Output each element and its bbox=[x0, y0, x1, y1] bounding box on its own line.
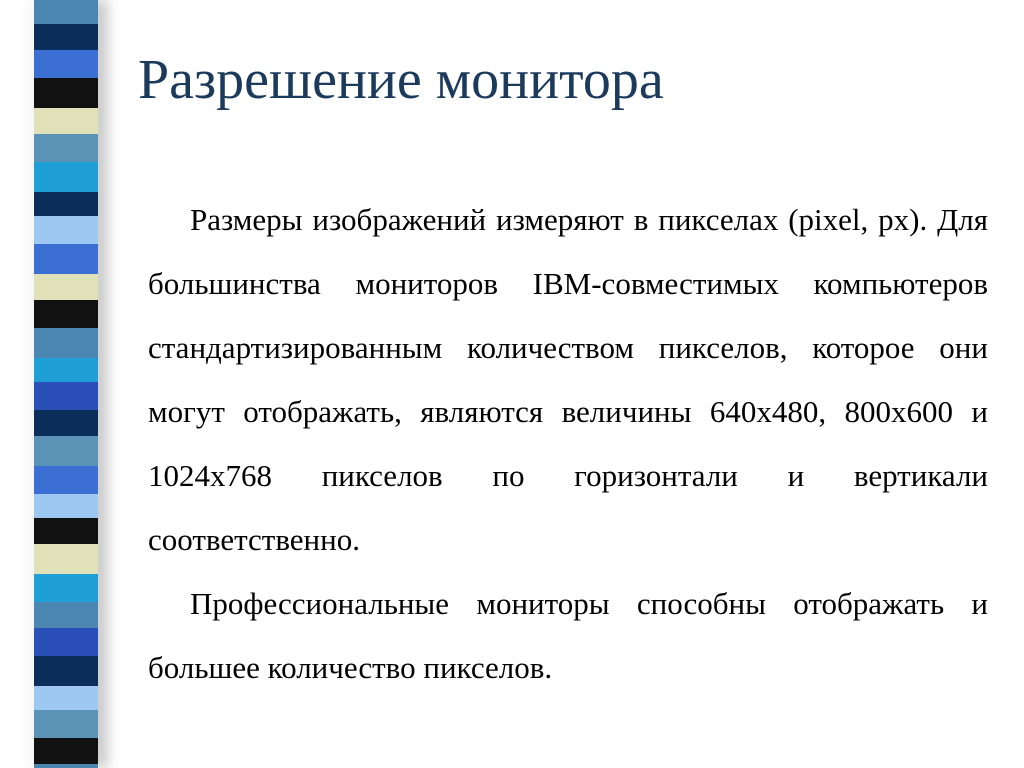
stripe-band bbox=[34, 216, 98, 245]
stripe-band bbox=[34, 738, 98, 765]
stripe-band bbox=[34, 686, 98, 711]
stripe-band bbox=[34, 50, 98, 79]
stripe-band bbox=[34, 436, 98, 467]
stripe-band bbox=[34, 602, 98, 629]
stripe-band bbox=[34, 162, 98, 193]
slide-body bbox=[148, 188, 988, 700]
stripe-band bbox=[34, 466, 98, 495]
stripe-band bbox=[34, 24, 98, 51]
stripe-band bbox=[34, 108, 98, 135]
stripe-band bbox=[34, 544, 98, 575]
stripe-band bbox=[34, 134, 98, 163]
stripe-band bbox=[34, 574, 98, 603]
stripe-band bbox=[34, 78, 98, 109]
stripe-band bbox=[34, 382, 98, 411]
stripe-band bbox=[34, 764, 98, 768]
stripe-band bbox=[34, 328, 98, 359]
stripe-band bbox=[34, 0, 98, 25]
stripe-band bbox=[34, 274, 98, 301]
stripe-band bbox=[34, 192, 98, 217]
stripe-band bbox=[34, 358, 98, 383]
stripe-band bbox=[34, 656, 98, 687]
slide-title: Разрешение монитора bbox=[138, 49, 664, 111]
paragraph-2: Профессиональные мониторы способны отображать и большее количество пикселов. bbox=[148, 586, 988, 685]
stripe-band bbox=[34, 494, 98, 519]
stripe-band bbox=[34, 628, 98, 657]
stripe-band bbox=[34, 710, 98, 739]
stripe-band bbox=[34, 410, 98, 437]
paragraph-1: Размеры изображений измеряют в пикселах (pixel, px). Для большинства мониторов IBM-совместимых компьютеров стандартизированным количеством пикселов, которое они могут отображать, являются величины 640x480, 800x600 и 1024x768 пикселов по горизонтали и вертикали соответственно. bbox=[148, 202, 988, 557]
stripe-band bbox=[34, 300, 98, 329]
decorative-stripe bbox=[34, 0, 98, 768]
stripe-band bbox=[34, 518, 98, 545]
stripe-band bbox=[34, 244, 98, 275]
